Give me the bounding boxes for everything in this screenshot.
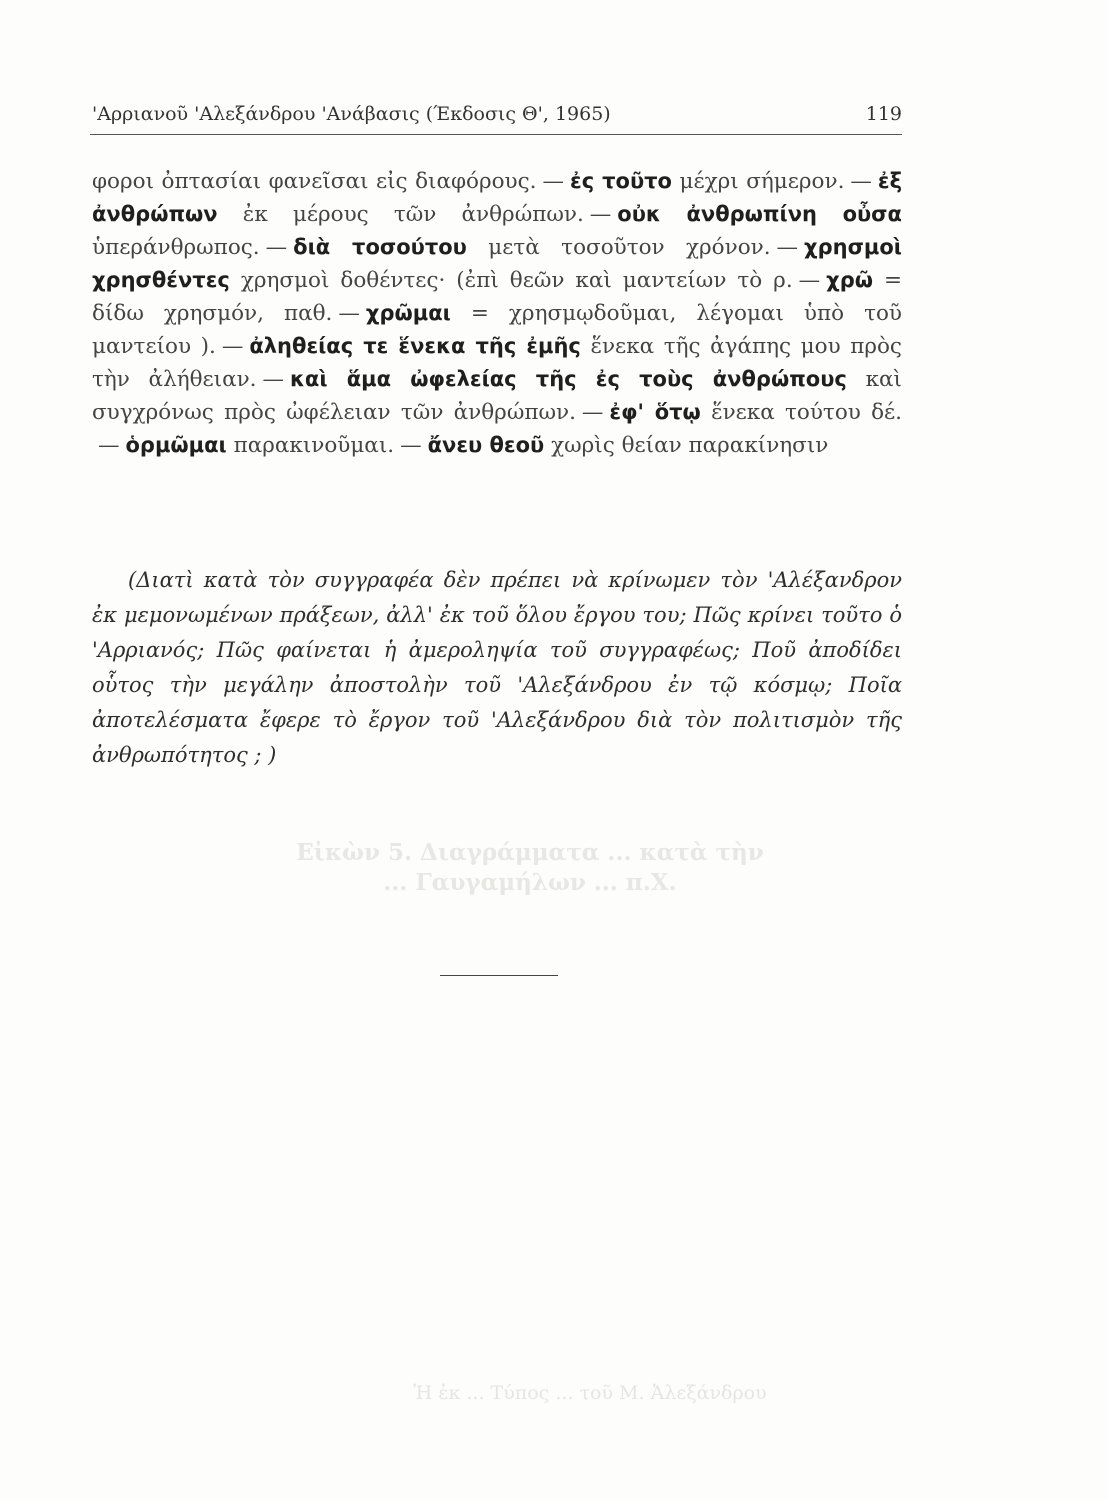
bleed-through-caption [80, 838, 980, 898]
glossary-term: ἐφ' ὅτῳ [609, 400, 701, 424]
glossary-definition: μέχρι σήμερον. [679, 169, 845, 194]
glossary-definition: μετὰ τοσοῦτον χρόνον. [488, 235, 771, 260]
entry-separator: — [265, 235, 288, 260]
glossary-term: διὰ τοσούτου [293, 235, 467, 259]
glossary-definition: καὶ συγχρόνως πρὸς ὠφέλειαν τῶν ἀνθρώπων. [92, 367, 902, 425]
entry-separator: — [589, 202, 612, 227]
entry-separator: — [850, 169, 872, 194]
glossary-definition: ἕνεκα τῆς ἀγάπης μου πρὸς τὴν ἀλήθειαν. [92, 334, 902, 392]
header-rule [90, 134, 902, 135]
entry-separator: — [221, 334, 244, 359]
entry-separator: — [776, 235, 799, 260]
entry-separator: — [400, 433, 422, 458]
glossary-definition: ἐκ μέρους τῶν ἀνθρώπων. [242, 202, 584, 227]
glossary-definition: ὑπεράνθρωπος. [92, 235, 260, 260]
bleed-through-caption-bottom: Ἡ ἐκ ... Τύπος ... τοῦ Μ. Ἀλεξάνδρου [413, 1382, 767, 1404]
glossary-paragraph [92, 165, 902, 462]
entry-separator: — [542, 169, 564, 194]
glossary-term: καὶ ἅμα ὠφελείας τῆς ἐς τοὺς ἀνθρώπους [290, 367, 847, 391]
running-header [92, 103, 902, 125]
glossary-term: οὐκ ἀνθρωπίνη οὖσα [617, 202, 902, 226]
glossary-definition: = χρησμῳδοῦμαι, λέγομαι ὑπὸ τοῦ μαντείου ). [92, 301, 902, 359]
glossary-definition: φοροι ὀπτασίαι φανεῖσαι εἰς διαφόρους. [92, 169, 537, 194]
entry-separator: — [262, 367, 285, 392]
bleed-through-line-1: Εἰκὼν 5. Διαγράμματα ... κατὰ τὴν [296, 839, 764, 866]
page-number: 119 [865, 103, 902, 125]
header-title: 'Αρριανοῦ 'Αλεξάνδρου 'Ανάβασις (Έκδοσις Θ', 1965) [92, 103, 611, 125]
entry-separator: — [338, 301, 360, 326]
glossary-term: ἐς τοῦτο [570, 169, 672, 193]
glossary-definition: χωρὶς θείαν παρακίνησιν [551, 433, 829, 458]
glossary-term: ἄνευ θεοῦ [427, 433, 545, 457]
entry-separator: — [798, 268, 821, 293]
entry-separator: — [98, 433, 120, 458]
entry-separator: — [581, 400, 604, 425]
glossary-term: χρῶμαι [365, 301, 451, 325]
glossary-term: ὁρμῶμαι [125, 433, 227, 457]
glossary-term: χρῶ [826, 268, 873, 292]
bleed-through-line-2: ... Γαυγαμήλων ... π.Χ. [383, 869, 677, 896]
glossary-definition: χρησμοὶ δοθέντες· (ἐπὶ θεῶν καὶ μαντείων τὸ ρ. [240, 268, 793, 293]
glossary-definition: παρακινοῦμαι. [233, 433, 395, 458]
end-rule [440, 975, 558, 976]
glossary-term: χρησμοὶ χρησθέντες [92, 235, 902, 292]
glossary-definition: ἕνεκα τούτου δέ. [711, 400, 903, 425]
study-questions: (Διατὶ κατὰ τὸν συγγραφέα δὲν πρέπει νὰ κρίνωμεν τὸν 'Αλέξανδρον ἐκ μεμονωμένων πράξεων, ἀλλ' ἐκ τοῦ ὅλου ἔργου του; Πῶς κρίνει τοῦτο ὁ 'Αρριανός; Πῶς φαίνεται ἡ ἀμεροληψία τοῦ συγγραφέως; Ποῦ ἀποδίδει οὗτος τὴν μεγάλην ἀποστολὴν τοῦ 'Αλεξάνδρου ἐν τῷ κόσμῳ; Ποῖα ἀποτελέσματα ἔφερε τὸ ἔργον τοῦ 'Αλεξάνδρου διὰ τὸν πολιτισμὸν τῆς ἀνθρωπότητος ; ) [92, 568, 902, 767]
glossary-term: ἐξ ἀνθρώπων [92, 169, 903, 226]
glossary-term: ἀληθείας τε ἕνεκα τῆς ἐμῆς [249, 334, 581, 358]
glossary-definition: = δίδω χρησμόν, παθ. [92, 268, 902, 326]
